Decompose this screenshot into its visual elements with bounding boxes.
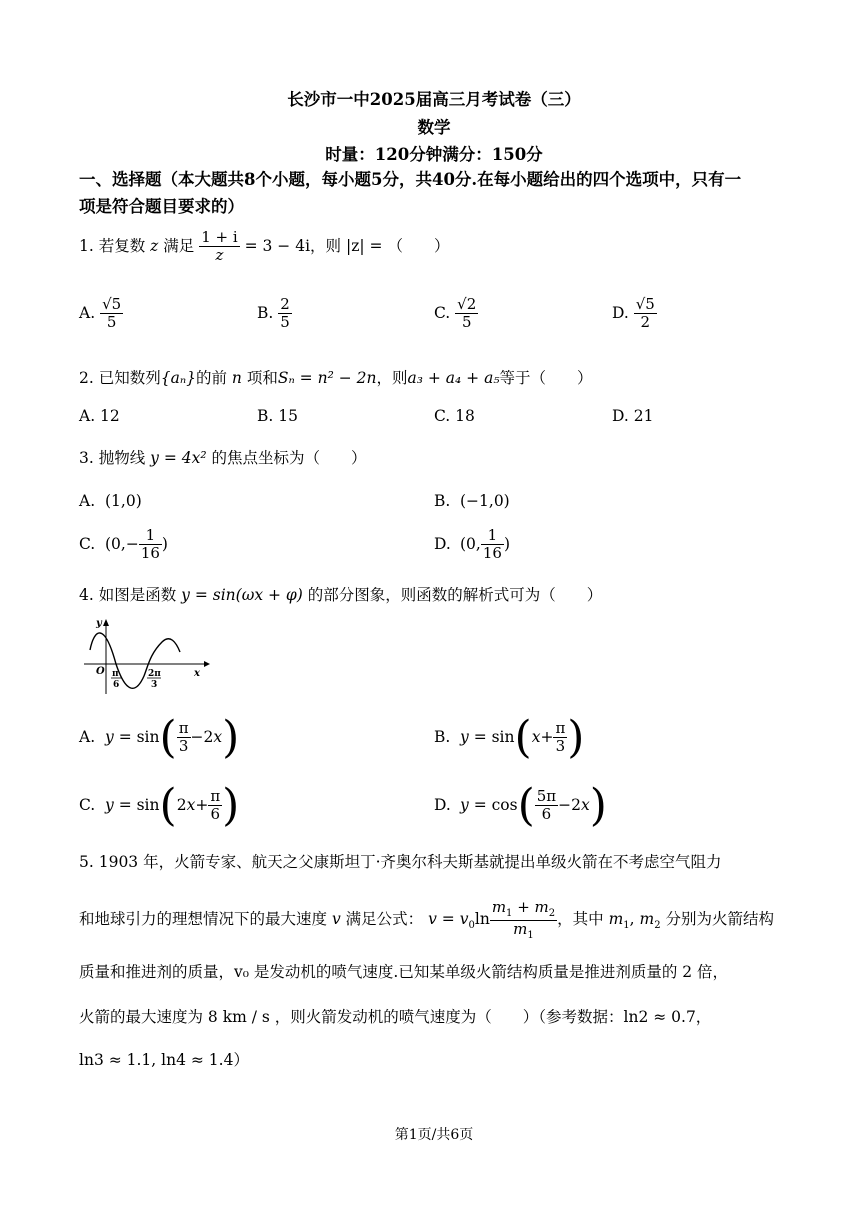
question-2: 2. 已知数列{aₙ}的前 n 项和Sₙ = n² − 2n，则a₃ + a₄ + a₅等于（ ） xyxy=(79,369,593,387)
q1-fraction: $\frac{1 + i}{z}$ xyxy=(201,228,238,265)
q5-line3: 质量和推进剂的质量，v₀ 是发动机的喷气速度.已知某单级火箭结构质量是推进剂质量的 2 倍， xyxy=(79,963,729,981)
tick1-den: 6 xyxy=(113,680,120,690)
q3-option-b: B. (−1,0) xyxy=(434,492,510,510)
q5-line2: 和地球引力的理想情况下的最大速度 v 满足公式： $v = v_0\ln$ $\frac{m_1 + m_2}{m_1}$ ，其中 $m_1$, $m_2$ 分别为火箭结构 xyxy=(79,898,775,941)
section-heading-line2: 项是符合题目要求的） xyxy=(79,197,244,216)
q1-option-a: A. $\frac{√5}{5}$ xyxy=(79,295,122,332)
origin-label: O xyxy=(96,666,105,677)
exam-title: 长沙市一中2025届高三月考试卷（三） xyxy=(287,90,581,109)
q3-option-d: D. (0, $\frac{1}{16}$ ) xyxy=(434,526,510,563)
q4-option-d: D. y = cos( $\frac{5\pi}{6}$ −2x) xyxy=(434,780,607,832)
question-1: 1. 若复数 z 满足 $\frac{1 + i}{z}$ = 3 − 4i，则 |z| = （ ） xyxy=(79,228,450,265)
q2-option-b: B. 15 xyxy=(257,407,298,425)
page-footer: 第1页/共6页 xyxy=(394,1127,474,1143)
x-axis-label: x xyxy=(194,668,200,679)
q2-option-c: C. 18 xyxy=(434,407,475,425)
q3-option-c: C. (0,− $\frac{1}{16}$ ) xyxy=(79,526,168,563)
q1-option-d: D. $\frac{√5}{2}$ xyxy=(612,295,655,332)
q4-option-b: B. y = sin(x+ $\frac{\pi}{3}$ ) xyxy=(434,712,585,764)
section-heading-line1: 一、选择题（本大题共8个小题，每小题5分，共40分.在每小题给出的四个选项中，只有一 xyxy=(79,170,742,189)
subject-title: 数学 xyxy=(417,118,451,137)
tick2-den: 3 xyxy=(151,680,158,690)
time-info: 时量：120分钟满分：150分 xyxy=(325,145,543,164)
q3-option-a: A. (1,0) xyxy=(79,492,142,510)
q1-mid: 满足 xyxy=(163,236,195,255)
question-3: 3. 抛物线 y = 4x² 的焦点坐标为（ ） xyxy=(79,449,367,467)
q2-option-a: A. 12 xyxy=(79,407,120,425)
q1-option-b: B. $\frac{2}{5}$ xyxy=(257,295,290,332)
q4-option-c: C. y = sin(2x+ $\frac{\pi}{6}$ ) xyxy=(79,780,240,832)
tick1-num: π xyxy=(112,669,119,679)
q1-abs: |z| = xyxy=(345,236,383,255)
q1-prefix: 1. 若复数 xyxy=(79,236,146,255)
q2-option-d: D. 21 xyxy=(612,407,654,425)
sine-curve xyxy=(90,633,180,688)
q1-option-c: C. $\frac{√2}{5}$ xyxy=(434,295,477,332)
q1-blank: （ ） xyxy=(387,236,450,255)
sine-graph-figure xyxy=(82,614,212,694)
q1-suffix: ，则 xyxy=(310,236,342,255)
question-4: 4. 如图是函数 y = sin(ωx + φ) 的部分图象，则函数的解析式可为（ ） xyxy=(79,586,603,604)
q5-line1: 5. 1903 年，火箭专家、航天之父康斯坦丁·齐奥尔科夫斯基就提出单级火箭在不考虑空气阻力 xyxy=(79,853,722,871)
x-axis-arrow xyxy=(204,661,210,667)
y-axis-arrow xyxy=(103,619,109,626)
y-axis-label: y xyxy=(96,618,102,629)
q5-line4: 火箭的最大速度为 8 km / s ，则火箭发动机的喷气速度为（ ）（参考数据：ln2 ≈ 0.7， xyxy=(79,1008,712,1026)
tick2-num: 2π xyxy=(148,669,161,679)
q5-line5: ln3 ≈ 1.1, ln4 ≈ 1.4） xyxy=(79,1051,249,1069)
q1-equation: = 3 − 4i xyxy=(244,236,311,255)
q4-option-a: A. y = sin( $\frac{\pi}{3}$ −2x) xyxy=(79,712,240,764)
